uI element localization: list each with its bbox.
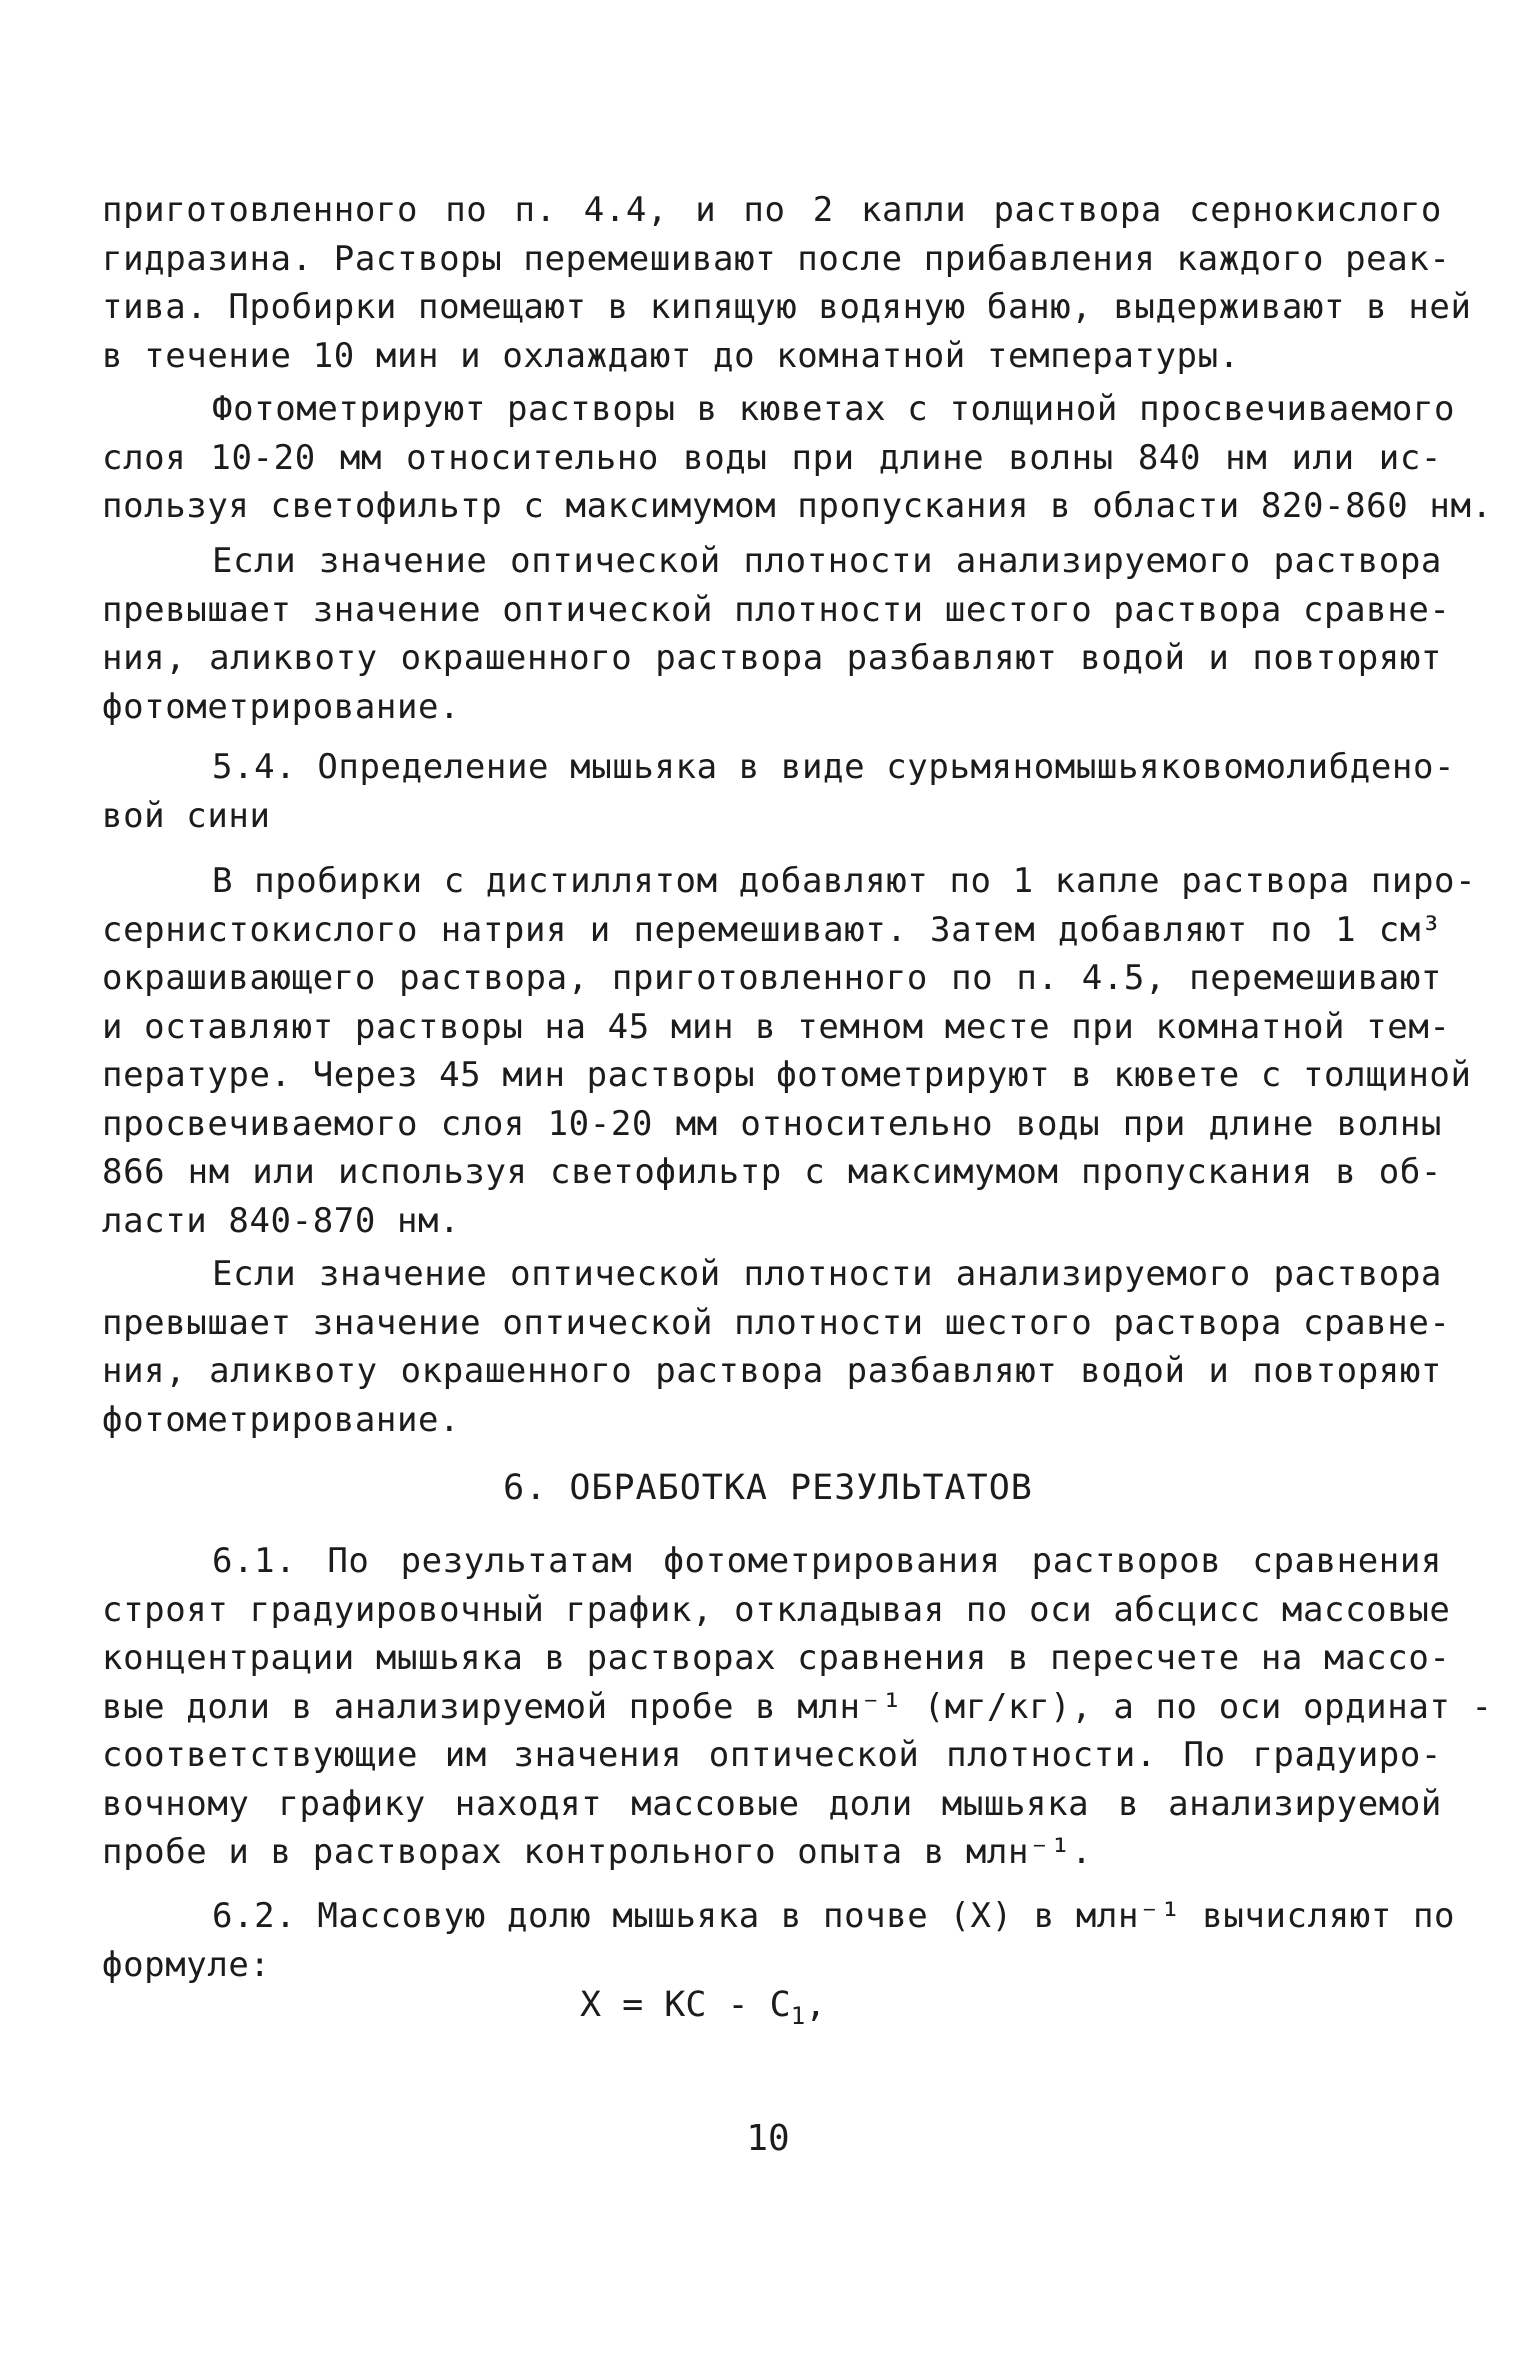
section-heading: 6. ОБРАБОТКА РЕЗУЛЬТАТОВ	[503, 1468, 1033, 1508]
text-line: пользуя светофильтр с максимумом пропускания в области 820-860 нм.	[102, 486, 1493, 526]
text-line: пературе. Через 45 мин растворы фотометрируют в кювете с толщиной	[102, 1055, 1472, 1095]
text-line: превышает значение оптической плотности шестого раствора сравне-	[102, 1302, 1451, 1343]
text-line: слоя 10-20 мм относительно воды при длине волны 840 нм или ис-	[102, 437, 1442, 478]
text-line: 866 нм или используя светофильтр с максимумом пропускания в об-	[102, 1152, 1442, 1192]
text-line: 6.1. По результатам фотометрирования растворов сравнения	[212, 1541, 1442, 1581]
paragraph-formula-intro	[102, 1892, 1456, 1989]
subsection-5-4-title	[102, 743, 1456, 840]
text-line: гидразина. Растворы перемешивают после прибавления каждого реак-	[102, 238, 1451, 279]
text-line: в течение 10 мин и охлаждают до комнатной температуры.	[102, 335, 1240, 376]
paragraph-dilution-note	[102, 537, 1451, 731]
text-line: В пробирки с дистиллятом добавляют по 1 капле раствора пиро-	[212, 861, 1477, 901]
text-line: ласти 840-870 нм.	[102, 1200, 461, 1241]
page-number: 10	[746, 2118, 790, 2159]
text-line: сернистокислого натрия и перемешивают. Затем добавляют по 1 см³	[102, 909, 1442, 950]
text-line: ния, аликвоту окрашенного раствора разбавляют водой и повторяют	[102, 1351, 1442, 1391]
text-line: Фотометрируют растворы в кюветах с толщиной просвечиваемого	[212, 389, 1456, 429]
text-line: пробе и в растворах контрольного опыта в млн⁻¹.	[102, 1832, 1093, 1872]
text-line: формуле:	[102, 1944, 271, 1985]
text-line: вые доли в анализируемой пробе в млн⁻¹ (мг/кг), а по оси ординат -	[102, 1686, 1493, 1727]
paragraph-calibration	[102, 1537, 1493, 1877]
formula-tail: ,	[805, 1985, 827, 2025]
text-line: окрашивающего раствора, приготовленного по п. 4.5, перемешивают	[102, 958, 1442, 998]
text-line: вочному графику находят массовые доли мышьяка в анализируемой	[102, 1783, 1442, 1824]
paragraph-procedure	[102, 857, 1477, 1245]
text-line: концентрации мышьяка в растворах сравнения в пересчете на массо-	[102, 1638, 1451, 1678]
text-line: превышает значение оптической плотности шестого раствора сравне-	[102, 589, 1451, 630]
paragraph-photometry	[102, 385, 1493, 531]
text-line: Если значение оптической плотности анализируемого раствора	[212, 1254, 1442, 1294]
text-line: фотометрирование.	[102, 1399, 461, 1440]
text-line: и оставляют растворы на 45 мин в темном месте при комнатной тем-	[102, 1006, 1451, 1047]
formula-subscript: 1	[790, 2002, 806, 2030]
text-line: ния, аликвоту окрашенного раствора разбавляют водой и повторяют	[102, 638, 1442, 678]
text-line: просвечиваемого слоя 10-20 мм относительно воды при длине волны	[102, 1103, 1442, 1144]
text-line: вой сини	[102, 795, 271, 836]
formula	[580, 1985, 826, 2030]
text-line: фотометрирование.	[102, 686, 461, 727]
formula-main: X = КС - С	[580, 1985, 791, 2025]
text-line: 5.4. Определение мышьяка в виде сурьмяномышьяковомолибдено-	[212, 747, 1456, 787]
text-line: приготовленного по п. 4.4, и по 2 капли раствора сернокислого	[102, 190, 1442, 230]
paragraph-sample-preparation	[102, 186, 1472, 380]
paragraph-dilution-note-2	[102, 1250, 1451, 1444]
text-line: соответствующие им значения оптической плотности. По градуиро-	[102, 1735, 1442, 1775]
text-line: 6.2. Массовую долю мышьяка в почве (X) в млн⁻¹ вычисляют по	[212, 1896, 1456, 1936]
text-line: Если значение оптической плотности анализируемого раствора	[212, 541, 1442, 581]
text-line: строят градуировочный график, откладывая по оси абсцисс массовые	[102, 1589, 1451, 1630]
text-line: тива. Пробирки помещают в кипящую водяную баню, выдерживают в ней	[102, 287, 1472, 327]
